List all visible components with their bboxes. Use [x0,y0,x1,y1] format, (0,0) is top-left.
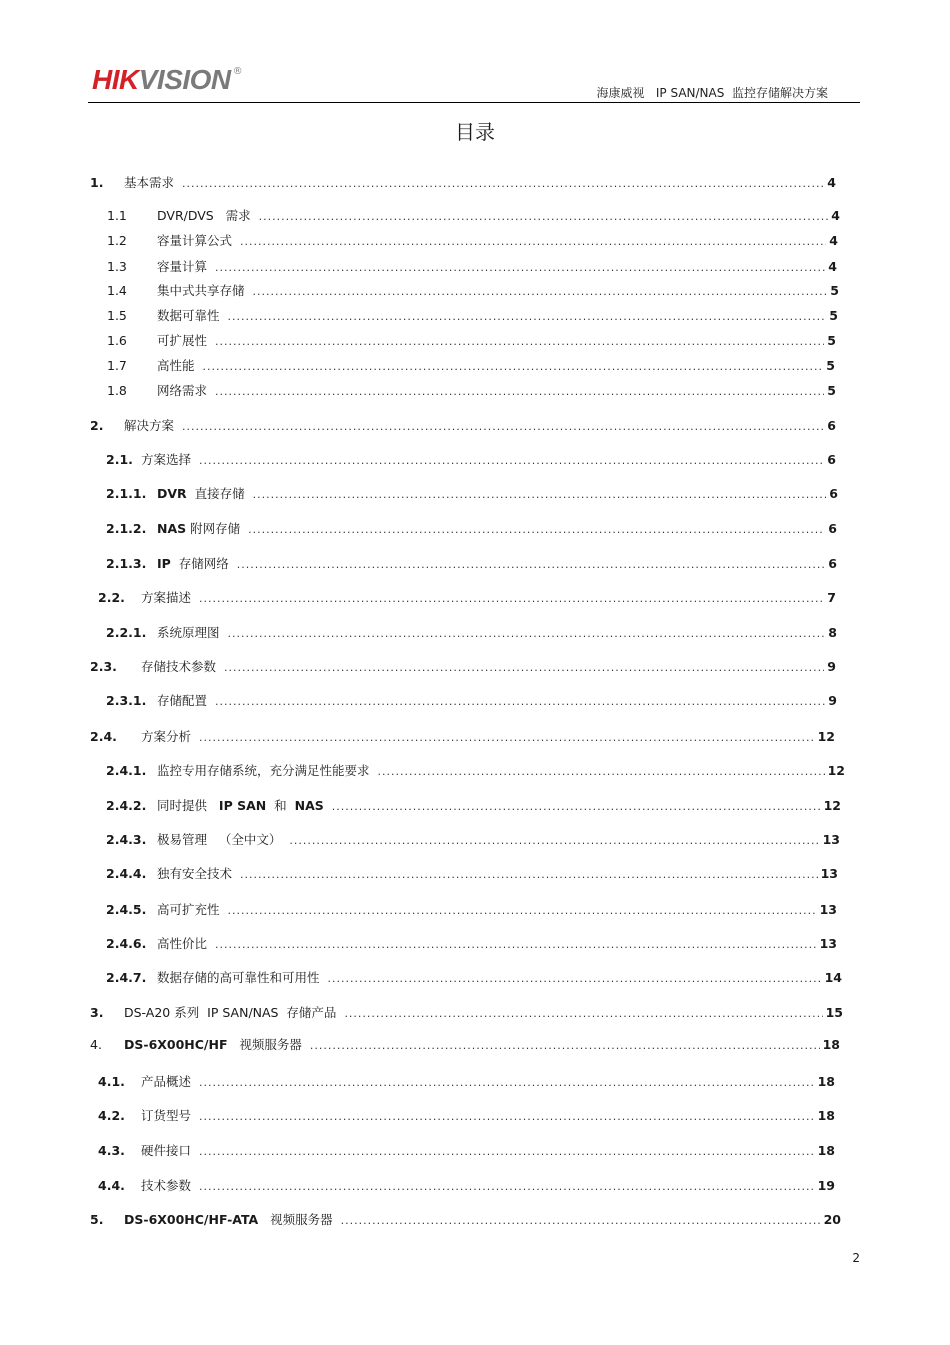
toc-entry[interactable] [90,416,836,434]
toc-entry[interactable] [90,1003,843,1021]
toc-entry-label-bold: NAS [294,798,324,813]
toc-entry-number: 4.2. [98,1108,125,1123]
toc-entry-label [124,416,174,434]
toc-entry-label-bold: DS-6X00HC/HF-ATA [124,1212,259,1227]
toc-dot-leader [289,834,819,847]
toc-entry-label-bold: IP SAN [218,798,267,813]
toc-dot-leader [199,1076,815,1089]
toc-dot-leader [199,1110,815,1123]
toc-entry-page: 5 [827,333,836,348]
toc-entry-page: 6 [828,556,837,571]
toc-entry-label [157,306,220,324]
toc-entry-label [157,281,245,299]
toc-entry-label-text: 监控专用存储系统，充分满足性能要求 [157,763,370,778]
toc-entry[interactable] [106,450,836,468]
toc-entry[interactable] [107,206,840,224]
toc-entry-page: 4 [829,233,838,248]
toc-dot-leader [378,765,825,778]
toc-entry-label-text: 高性价比 [157,936,208,951]
toc-dot-leader [328,972,822,985]
toc-dot-leader [203,360,824,373]
toc-entry[interactable] [107,381,836,399]
toc-dot-leader [215,938,817,951]
toc-entry-number: 1.8 [107,383,127,398]
toc-dot-leader [253,488,827,501]
toc-entry-page: 7 [827,590,836,605]
toc-entry-page: 12 [817,729,835,744]
toc-entry-page: 4 [828,259,837,274]
toc-entry[interactable] [106,761,845,779]
toc-entry[interactable] [106,830,840,848]
toc-entry-label-bold: DS-6X00HC/HF [124,1037,228,1052]
toc-entry-label-text: DVR/DVS 需求 [157,208,251,223]
toc-entry-label-text: 独有安全技术 [157,866,233,881]
toc-entry-number: 4.3. [98,1143,125,1158]
toc-dot-leader [199,731,815,744]
toc-entry[interactable] [98,1106,835,1124]
toc-entry[interactable] [107,331,836,349]
toc-entry-label-bold: IP [157,556,171,571]
toc-entry-number: 1.6 [107,333,127,348]
toc-entry-number: 4.4. [98,1178,125,1193]
toc-entry-number: 2.4.3. [106,832,147,847]
toc-entry-number: 1.7 [107,358,127,373]
toc-entry[interactable] [107,356,835,374]
toc-entry-number: 2.4.5. [106,902,147,917]
toc-entry-label-text: 和 [266,798,295,813]
toc-entry-number: 2.2.1. [106,625,147,640]
toc-entry-label-text: DS-A20 系列 IP SAN/NAS 存储产品 [124,1005,337,1020]
toc-entry-label [141,450,191,468]
toc-entry-number: 2.1.1. [106,486,147,501]
header-document-title: 海康威视 IP SAN/NAS 监控存储解决方案 [596,86,828,100]
toc-entry-page: 13 [820,866,838,881]
toc-entry-page: 18 [822,1037,840,1052]
toc-dot-leader [199,592,824,605]
toc-entry[interactable] [106,484,838,502]
toc-entry-label-bold: NAS [157,521,187,536]
toc-entry-label [157,796,324,814]
toc-dot-leader [228,627,826,640]
toc-entry-number: 2.1.2. [106,521,147,536]
toc-entry-page: 5 [830,283,839,298]
toc-dot-leader [199,1180,815,1193]
toc-entry-page: 5 [829,308,838,323]
toc-entry[interactable] [106,554,837,572]
toc-entry-label [157,623,220,641]
registered-mark: ® [232,66,243,77]
toc-entry-label [124,1210,333,1228]
toc-entry-number: 3. [90,1005,104,1020]
toc-entry-page: 13 [819,902,837,917]
toc-entry-label [157,934,207,952]
toc-entry-number: 4. [90,1037,102,1052]
toc-entry-page: 6 [827,452,836,467]
toc-entry[interactable] [107,281,839,299]
toc-entry-label-text: 方案选择 [141,452,192,467]
toc-entry-label [157,331,207,349]
toc-entry[interactable] [107,257,837,275]
toc-entry-page: 12 [823,798,841,813]
toc-dot-leader [215,385,824,398]
toc-entry[interactable] [90,657,836,675]
toc-entry-label-text: 方案分析 [141,729,192,744]
toc-entry[interactable] [106,864,838,882]
toc-entry-label-text: 直接存储 [186,486,245,501]
toc-entry-label [157,691,207,709]
toc-entry-label-text: 视频服务器 [258,1212,333,1227]
toc-entry-label-text: 系统原理图 [157,625,220,640]
toc-entry[interactable] [90,173,836,191]
toc-entry-label [157,900,220,918]
toc-entry-label [141,588,191,606]
toc-dot-leader [182,420,824,433]
toc-entry-label-text: 数据可靠性 [157,308,220,323]
toc-entry-number: 2.1. [106,452,133,467]
toc-entry-label [141,1106,191,1124]
toc-entry-number: 1.5 [107,308,127,323]
toc-dot-leader [199,1145,815,1158]
toc-entry-number: 2.3.1. [106,693,147,708]
toc-entry-label [141,657,216,675]
toc-entry-page: 12 [827,763,845,778]
toc-entry[interactable] [106,623,837,641]
toc-dot-leader [215,695,825,708]
toc-dot-leader [248,523,825,536]
toc-entry-label-text: 容量计算公式 [157,233,233,248]
toc-entry[interactable] [90,1035,840,1053]
toc-entry-label [157,864,232,882]
toc-entry-label-text: 高可扩充性 [157,902,220,917]
toc-entry-page: 6 [828,521,837,536]
toc-dot-leader [310,1039,820,1052]
toc-entry-number: 4.1. [98,1074,125,1089]
toc-entry-page: 4 [827,175,836,190]
toc-entry[interactable] [106,934,837,952]
toc-entry-page: 18 [817,1074,835,1089]
toc-entry-number: 2.3. [90,659,117,674]
toc-dot-leader [199,454,824,467]
toc-entry[interactable] [106,796,841,814]
toc-dot-leader [259,210,829,223]
toc-entry-label-text: 可扩展性 [157,333,208,348]
toc-entry-label [157,206,251,224]
toc-dot-leader [332,800,821,813]
toc-entry-label-text: 存储网络 [170,556,229,571]
toc-entry-page: 6 [829,486,838,501]
toc-entry[interactable] [107,306,838,324]
toc-entry[interactable] [98,1141,835,1159]
toc-entry-page: 15 [825,1005,843,1020]
toc-entry-label-text: 订货型号 [141,1108,192,1123]
toc-entry-label [124,1035,302,1053]
toc-entry-page: 18 [817,1143,835,1158]
toc-entry-label-text: 集中式共享存储 [157,283,245,298]
toc-entry-label-text: 方案描述 [141,590,192,605]
toc-entry-label-text: 硬件接口 [141,1143,192,1158]
toc-entry-label [157,968,320,986]
toc-dot-leader [240,235,826,248]
toc-entry[interactable] [98,1072,835,1090]
toc-entry[interactable] [106,691,837,709]
toc-entry-number: 5. [90,1212,104,1227]
toc-entry[interactable] [98,1176,835,1194]
toc-entry-label-text: 同时提供 [157,798,219,813]
logo-hik: HIK [92,64,139,95]
toc-entry-label-text: 网络需求 [157,383,208,398]
toc-entry-label-text: 技术参数 [141,1178,192,1193]
logo-vision: VISION [138,64,231,95]
toc-entry-label [157,356,195,374]
toc-entry-page: 8 [828,625,837,640]
toc-entry-label-text: 数据存储的高可靠性和可用性 [157,970,320,985]
toc-entry-number: 1.2 [107,233,127,248]
toc-entry-page: 20 [823,1212,841,1227]
toc-entry-page: 18 [817,1108,835,1123]
toc-entry-number: 2.4.6. [106,936,147,951]
toc-entry-number: 2.4.7. [106,970,147,985]
toc-entry-label [157,257,207,275]
toc-entry[interactable] [106,519,837,537]
toc-entry[interactable] [90,727,835,745]
toc-dot-leader [240,868,818,881]
toc-dot-leader [215,261,825,274]
toc-entry-page: 9 [827,659,836,674]
toc-dot-leader [215,335,824,348]
toc-entry-page: 14 [824,970,842,985]
toc-entry-label [124,1003,336,1021]
toc-dot-leader [228,310,827,323]
toc-entry[interactable] [90,1210,841,1228]
toc-entry-label [157,231,232,249]
toc-entry-label [157,519,240,537]
toc-entry-number: 1.3 [107,259,127,274]
toc-dot-leader [344,1007,822,1020]
toc-entry-label-text: 基本需求 [124,175,175,190]
toc-entry-number: 1. [90,175,104,190]
toc-entry-label-text: 视频服务器 [227,1037,302,1052]
toc-entry-label-text: 存储技术参数 [141,659,217,674]
toc-entry-label-text: 极易管理 （全中文） [157,832,282,847]
toc-entry-label-text: 解决方案 [124,418,175,433]
toc-entry-page: 5 [826,358,835,373]
toc-entry-page: 13 [819,936,837,951]
toc-entry-label-text: 存储配置 [157,693,208,708]
toc-dot-leader [253,285,828,298]
toc-entry-number: 1.4 [107,283,127,298]
toc-entry-label [157,761,370,779]
page-title: 目录 [455,120,495,144]
toc-dot-leader [182,177,824,190]
toc-entry-label [157,554,229,572]
toc-entry-page: 13 [822,832,840,847]
toc-entry-page: 9 [828,693,837,708]
toc-entry-label [141,1072,191,1090]
toc-entry[interactable] [106,968,842,986]
toc-entry-label [157,484,245,502]
toc-entry-label [141,727,191,745]
toc-entry-page: 4 [831,208,840,223]
toc-entry-label-bold: DVR [157,486,187,501]
toc-entry-number: 2.4.1. [106,763,147,778]
toc-entry-number: 2.1.3. [106,556,147,571]
toc-entry-page: 19 [817,1178,835,1193]
toc-dot-leader [237,558,826,571]
toc-entry-number: 2.4.2. [106,798,147,813]
toc-entry-number: 2.2. [98,590,125,605]
toc-entry[interactable] [98,588,836,606]
toc-dot-leader [341,1214,821,1227]
toc-entry-label [157,830,281,848]
toc-entry-label [141,1141,191,1159]
toc-entry[interactable] [106,900,837,918]
toc-entry-label [157,381,207,399]
toc-dot-leader [224,661,824,674]
toc-entry-label-text: 产品概述 [141,1074,192,1089]
toc-entry-number: 2. [90,418,104,433]
toc-dot-leader [228,904,817,917]
toc-entry[interactable] [107,231,838,249]
toc-entry-number: 1.1 [107,208,127,223]
toc-entry-page: 5 [827,383,836,398]
toc-entry-label-text: 附网存储 [186,521,241,536]
toc-entry-number: 2.4. [90,729,117,744]
page-number: 2 [852,1251,860,1265]
toc-entry-label-text: 容量计算 [157,259,208,274]
toc-entry-label [141,1176,191,1194]
toc-entry-label [124,173,174,191]
toc-entry-label-text: 高性能 [157,358,195,373]
toc-entry-number: 2.4.4. [106,866,147,881]
toc-entry-page: 6 [827,418,836,433]
